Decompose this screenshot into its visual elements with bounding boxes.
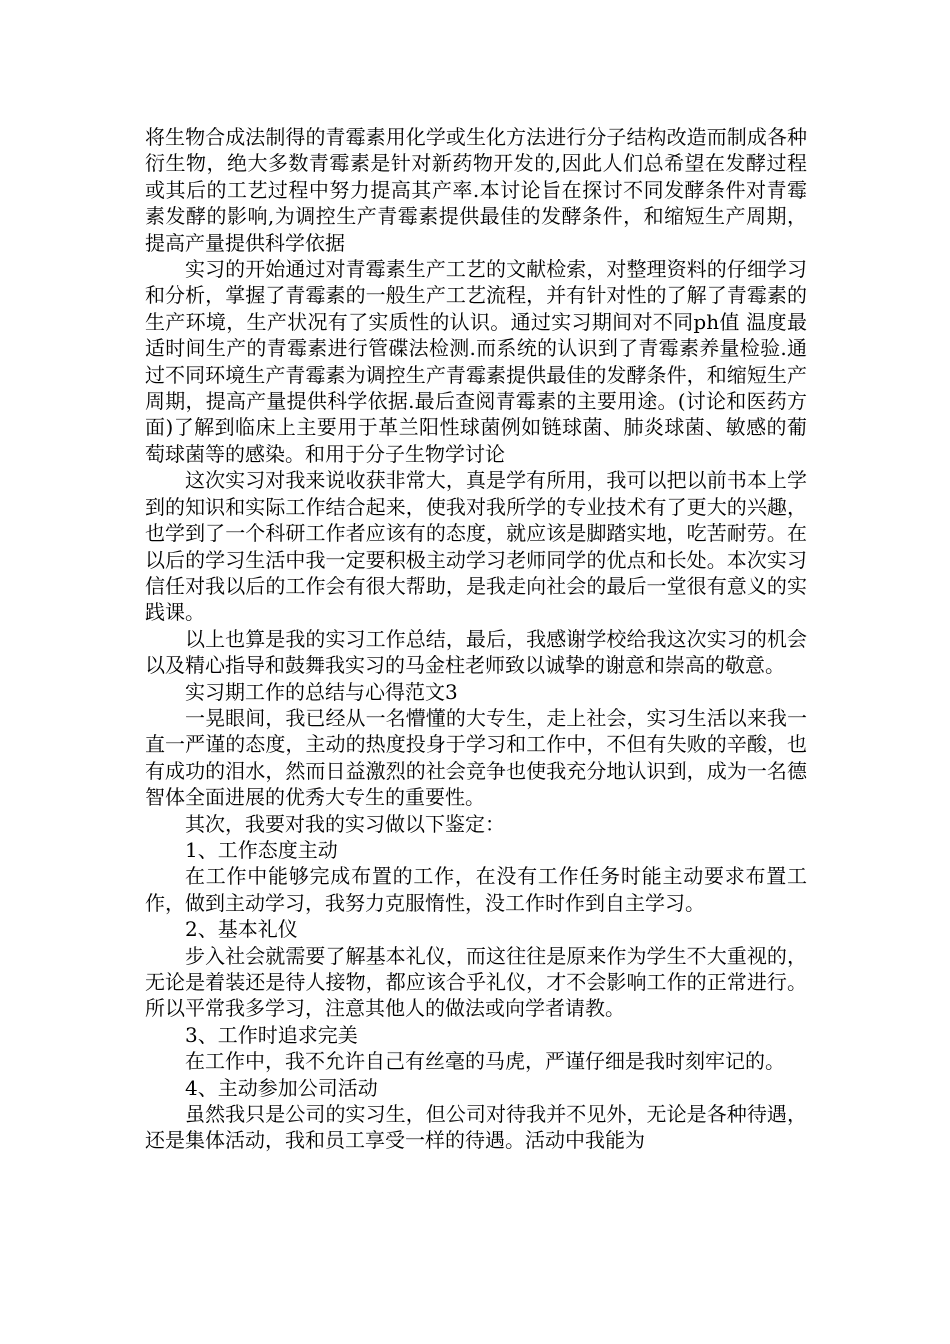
paragraph-harvest: 这次实习对我来说收获非常大，真是学有所用，我可以把以前书本上学到的知识和实际工作结合起来，使我对我所学的专业技术有了更大的兴趣，也学到了一个科研工作者应该有的态度，就应该是脚踏实地，吃苦耐劳。在以后的学习生活中我一定要积极主动学习老师同学的优点和长处。本次实习信任对我以后的工作会有很大帮助，是我走向社会的最后一堂很有意义的实践课。 xyxy=(145,468,807,625)
paragraph-item-3: 在工作中，我不允许自己有丝毫的马虎，严谨仔细是我时刻牢记的。 xyxy=(185,1049,785,1074)
paragraph-appraisal-intro: 其次，我要对我的实习做以下鉴定： xyxy=(185,811,505,836)
paragraph-item-1: 在工作中能够完成布置的工作，在没有工作任务时能主动要求布置工作，做到主动学习，我努力克服惰性，没工作时作到自主学习。 xyxy=(145,864,807,915)
paragraph-blink-of-eye: 一晃眼间，我已经从一名懵懂的大专生，走上社会，实习生活以来我一直一严谨的态度，主动的热度投身于学习和工作中，不但有失败的辛酸，也有成功的泪水，然而日益激烈的社会竞争也使我充分地认识到，成为一名德智体全面进展的优秀大专生的重要性。 xyxy=(145,705,807,810)
heading-item-2: 2、基本礼仪 xyxy=(185,917,298,942)
paragraph-penicillin-intro: 将生物合成法制得的青霉素用化学或生化方法进行分子结构改造而制成各种衍生物，绝大多数青霉素是针对新药物开发的,因此人们总希望在发酵过程或其后的工艺过程中努力提高其产率.本讨论旨在探讨不同发酵条件对青霉素发酵的影响,为调控生产青霉素提供最佳的发酵条件，和缩短生产周期，提高产量提供科学依据 xyxy=(145,125,807,255)
paragraph-item-2: 步入社会就需要了解基本礼仪，而这往往是原来作为学生不大重视的，无论是着装还是待人接物，都应该合乎礼仪，才不会影响工作的正常进行。所以平常我多学习，注意其他人的做法或向学者请教。 xyxy=(145,943,807,1021)
heading-item-3: 3、工作时追求完美 xyxy=(185,1022,358,1047)
paragraph-internship-start: 实习的开始通过对青霉素生产工艺的文献检索，对整理资料的仔细学习和分析，掌握了青霉素的一般生产工艺流程，并有针对性的了解了青霉素的生产环境，生产状况有了实质性的认识。通过实习期间对不同ph值 温度最适时间生产的青霉素进行管碟法检测.而系统的认识到了青霉素养量检验.通过不同环境生产青霉素为调控生产青霉素提供最佳的发酵条件，和缩短生产周期，提高产量提供科学依据.最后查阅青霉素的主要用途。(讨论和医药方面)了解到临床上主要用于革兰阳性球菌例如链球菌、肺炎球菌、敏感的葡萄球菌等的感染。和用于分子生物学讨论 xyxy=(145,257,807,466)
heading-item-1: 1、工作态度主动 xyxy=(185,837,338,862)
paragraph-thanks: 以上也算是我的实习工作总结，最后，我感谢学校给我这次实习的机会以及精心指导和鼓舞我实习的马金柱老师致以诚挚的谢意和崇高的敬意。 xyxy=(145,626,807,678)
paragraph-item-4: 虽然我只是公司的实习生，但公司对待我并不见外，无论是各种待遇，还是集体活动，我和员工享受一样的待遇。活动中我能为 xyxy=(145,1102,807,1153)
heading-item-4: 4、主动参加公司活动 xyxy=(185,1075,378,1100)
document-page xyxy=(145,124,807,1154)
section-title-sample-3: 实习期工作的总结与心得范文3 xyxy=(185,679,458,704)
